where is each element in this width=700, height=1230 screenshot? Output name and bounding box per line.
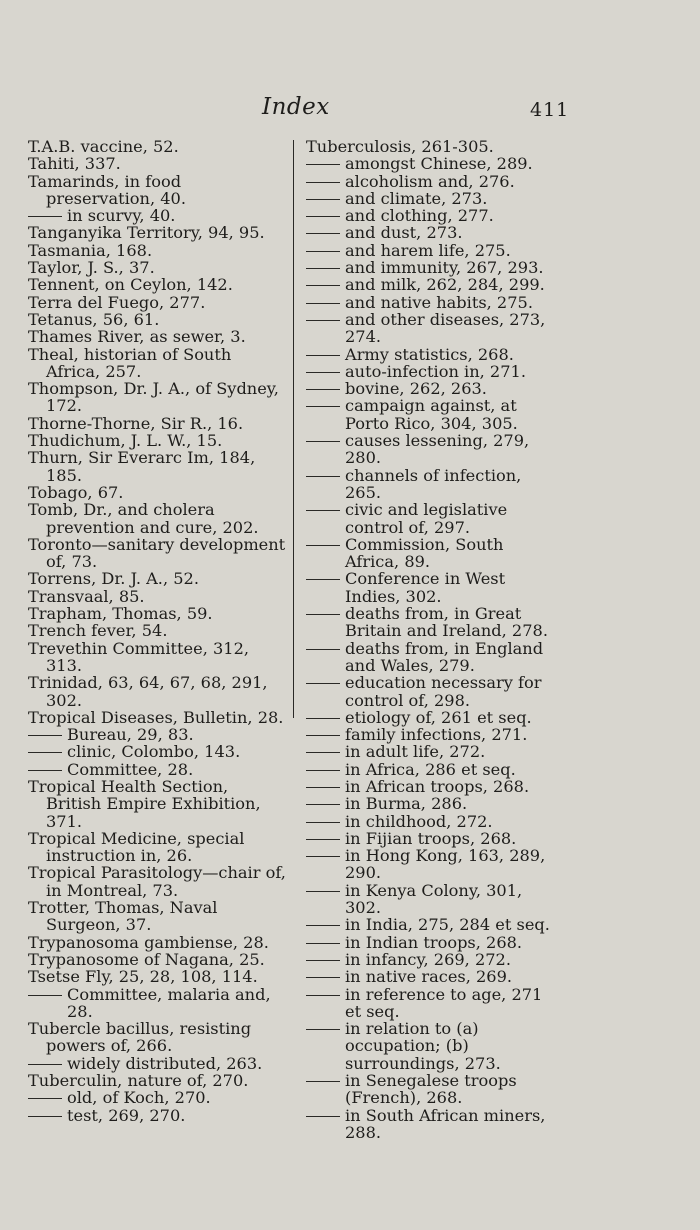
- index-column-left: [28, 138, 286, 1124]
- index-subentry: amongst Chinese, 289.: [306, 155, 562, 172]
- index-subentry: in childhood, 272.: [306, 813, 562, 830]
- index-entry: Trevethin Committee, 312, 313.: [28, 638, 250, 675]
- index-subentry: and clothing, 277.: [306, 207, 562, 224]
- index-entry: Torrens, Dr. J. A., 52.: [28, 569, 199, 589]
- index-subentry: family infections, 271.: [306, 726, 562, 743]
- index-subentry: Committee, 28.: [28, 761, 286, 778]
- index-entry: Thompson, Dr. J. A., of Sydney, 172.: [28, 379, 279, 416]
- index-subentry: in Senegalese troops (French), 268.: [306, 1072, 562, 1107]
- index-entry: Trapham, Thomas, 59.: [28, 604, 213, 624]
- index-subentry: deaths from, in England and Wales, 279.: [306, 640, 562, 675]
- index-entry: T.A.B. vaccine, 52.: [28, 137, 179, 156]
- index-entry: Trench fever, 54.: [28, 621, 168, 641]
- index-subentry: in relation to (a) occupation; (b) surroundings, 273.: [306, 1020, 562, 1072]
- index-subentry: channels of infection, 265.: [306, 467, 562, 502]
- index-subentry: and harem life, 275.: [306, 242, 562, 259]
- index-entry: Tetanus, 56, 61.: [28, 309, 160, 329]
- index-entry: Tuberculosis, 261-305.: [306, 137, 494, 156]
- index-subentry: in scurvy, 40.: [28, 207, 286, 224]
- index-entry: Tobago, 67.: [28, 482, 124, 502]
- index-subentry: in South African miners, 288.: [306, 1107, 562, 1142]
- index-entry: Trinidad, 63, 64, 67, 68, 291, 302.: [28, 673, 268, 710]
- index-subentry: and immunity, 267, 293.: [306, 259, 562, 276]
- index-entry: Transvaal, 85.: [28, 586, 145, 606]
- index-subentry: bovine, 262, 263.: [306, 380, 562, 397]
- index-entry: Tomb, Dr., and cholera prevention and cure, 202.: [28, 500, 259, 537]
- index-entry: Theal, historian of South Africa, 257.: [28, 344, 232, 381]
- index-subentry: etiology of, 261 et seq.: [306, 709, 562, 726]
- index-subentry: and other diseases, 273, 274.: [306, 311, 562, 346]
- index-subentry: education necessary for control of, 298.: [306, 674, 562, 709]
- index-subentry: widely distributed, 263.: [28, 1055, 286, 1072]
- index-subentry: and native habits, 275.: [306, 294, 562, 311]
- index-subentry: Conference in West Indies, 302.: [306, 570, 562, 605]
- index-entry: Thames River, as sewer, 3.: [28, 327, 246, 347]
- index-subentry: campaign against, at Porto Rico, 304, 305.: [306, 397, 562, 432]
- index-entry: Tropical Parasitology—chair of, in Montreal, 73.: [28, 863, 286, 900]
- index-subentry: test, 269, 270.: [28, 1107, 286, 1124]
- index-subentry: clinic, Colombo, 143.: [28, 743, 286, 760]
- index-subentry: auto-infection in, 271.: [306, 363, 562, 380]
- index-subentry: in India, 275, 284 et seq.: [306, 916, 562, 933]
- index-entry: Tubercle bacillus, resisting powers of, 266.: [28, 1019, 252, 1056]
- index-entry: Tennent, on Ceylon, 142.: [28, 275, 233, 295]
- index-entry: Tasmania, 168.: [28, 240, 153, 260]
- index-subentry: and dust, 273.: [306, 224, 562, 241]
- index-subentry: Committee, malaria and, 28.: [28, 986, 286, 1021]
- index-subentry: in reference to age, 271 et seq.: [306, 986, 562, 1021]
- index-entry: Toronto—sanitary development of, 73.: [28, 534, 286, 572]
- index-entry: Trypanosoma gambiense, 28.: [28, 932, 269, 952]
- index-entry: Tamarinds, in food preservation, 40.: [28, 171, 186, 208]
- page-title: Index: [262, 94, 330, 120]
- index-subentry: and milk, 262, 284, 299.: [306, 276, 562, 293]
- column-divider: [293, 140, 294, 718]
- index-entry: Tahiti, 337.: [28, 154, 121, 174]
- index-entry: Taylor, J. S., 37.: [28, 258, 155, 278]
- index-subentry: in Kenya Colony, 301, 302.: [306, 882, 562, 917]
- index-subentry: Commission, South Africa, 89.: [306, 536, 562, 571]
- index-subentry: in adult life, 272.: [306, 743, 562, 760]
- index-entry: Tropical Diseases, Bulletin, 28.: [28, 707, 284, 727]
- index-subentry: alcoholism and, 276.: [306, 173, 562, 190]
- index-subentry: in native races, 269.: [306, 968, 562, 985]
- index-subentry: in Hong Kong, 163, 289, 290.: [306, 847, 562, 882]
- index-subentry: in Fijian troops, 268.: [306, 830, 562, 847]
- index-column-right: [306, 138, 562, 1141]
- index-entry: Terra del Fuego, 277.: [28, 292, 206, 312]
- index-subentry: civic and legislative control of, 297.: [306, 501, 562, 536]
- index-subentry: causes lessening, 279, 280.: [306, 432, 562, 467]
- index-subentry: Bureau, 29, 83.: [28, 726, 286, 743]
- index-subentry: old, of Koch, 270.: [28, 1089, 286, 1106]
- index-subentry: deaths from, in Great Britain and Ireland, 278.: [306, 605, 562, 640]
- index-entry: Trypanosome of Nagana, 25.: [28, 949, 265, 969]
- index-entry: Tanganyika Territory, 94, 95.: [28, 223, 265, 243]
- index-entry: Thorne-Thorne, Sir R., 16.: [28, 413, 244, 433]
- index-entry: Tropical Medicine, special instruction in, 26.: [28, 828, 245, 866]
- index-entry: Thurn, Sir Everarc Im, 184, 185.: [28, 448, 256, 485]
- index-subentry: in Africa, 286 et seq.: [306, 761, 562, 778]
- index-entry: Trotter, Thomas, Naval Surgeon, 37.: [28, 898, 218, 935]
- index-subentry: in Burma, 286.: [306, 795, 562, 812]
- index-subentry: in infancy, 269, 272.: [306, 951, 562, 968]
- index-subentry: in African troops, 268.: [306, 778, 562, 795]
- page-number: 411: [530, 99, 570, 121]
- index-subentry: in Indian troops, 268.: [306, 934, 562, 951]
- index-entry: Tropical Health Section, British Empire Exhibition, 371.: [28, 776, 261, 831]
- index-entry: Tsetse Fly, 25, 28, 108, 114.: [28, 967, 258, 987]
- index-entry: Tuberculin, nature of, 270.: [28, 1071, 249, 1091]
- index-subentry: Army statistics, 268.: [306, 346, 562, 363]
- index-entry: Thudichum, J. L. W., 15.: [28, 431, 223, 451]
- index-subentry: and climate, 273.: [306, 190, 562, 207]
